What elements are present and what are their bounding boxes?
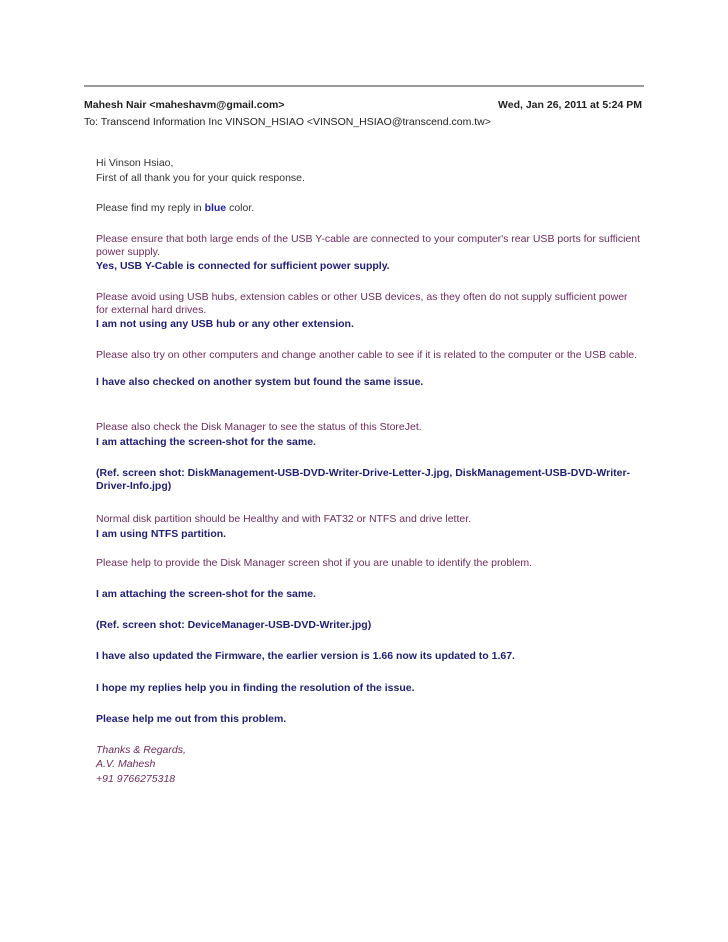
greeting: Hi Vinson Hsiao, <box>96 157 174 169</box>
sent-date: Wed, Jan 26, 2011 at 5:24 PM <box>498 99 642 111</box>
answer-6: I am attaching the screen-shot for the same. <box>96 588 316 600</box>
reply-note-blue: blue <box>204 202 227 214</box>
question-6: Please help to provide the Disk Manager screen shot if you are unable to identify the problem. <box>96 557 533 569</box>
question-1: Please ensure that both large ends of the USB Y-cable are connected to your computer's rear USB ports for sufficient power supply. <box>96 233 641 258</box>
hope-note: I hope my replies help you in finding the resolution of the issue. <box>96 682 415 694</box>
reference-1: (Ref. screen shot: DiskManagement-USB-DVD-Writer-Drive-Letter-J.jpg, DiskManagement-USB-DVD-Writer-Driver-Info.jpg) <box>96 467 631 492</box>
closing: Thanks & Regards, <box>96 744 186 756</box>
sender: Mahesh Nair <maheshavm@gmail.com> <box>84 99 285 111</box>
question-5: Normal disk partition should be Healthy and with FAT32 or NTFS and drive letter. <box>96 513 472 525</box>
reply-note-post: color. <box>226 202 255 214</box>
question-2: Please avoid using USB hubs, extension cables or other USB devices, as they often do not supply sufficient power for external hard drives. <box>96 291 628 316</box>
help-request: Please help me out from this problem. <box>96 713 287 725</box>
signature-phone: +91 9766275318 <box>96 773 176 785</box>
recipient: To: Transcend Information Inc VINSON_HSIAO <VINSON_HSIAO@transcend.com.tw> <box>84 116 491 128</box>
question-3: Please also try on other computers and change another cable to see if it is related to the computer or the USB cable. <box>96 349 638 361</box>
answer-5: I am using NTFS partition. <box>96 528 227 540</box>
answer-3: I have also checked on another system but found the same issue. <box>96 376 424 388</box>
firmware-note: I have also updated the Firmware, the earlier version is 1.66 now its updated to 1.67. <box>96 650 515 662</box>
answer-2: I am not using any USB hub or any other extension. <box>96 318 354 330</box>
reply-note-pre: Please find my reply in <box>96 202 205 214</box>
reference-2: (Ref. screen shot: DeviceManager-USB-DVD-Writer.jpg) <box>96 619 372 631</box>
answer-4: I am attaching the screen-shot for the same. <box>96 436 316 448</box>
header-divider <box>84 85 644 87</box>
reply-note <box>96 202 641 215</box>
signature-name: A.V. Mahesh <box>96 758 156 770</box>
thanks-line: First of all thank you for your quick response. <box>96 172 305 184</box>
answer-1: Yes, USB Y-Cable is connected for sufficient power supply. <box>96 260 390 272</box>
question-4: Please also check the Disk Manager to see the status of this StoreJet. <box>96 421 422 433</box>
